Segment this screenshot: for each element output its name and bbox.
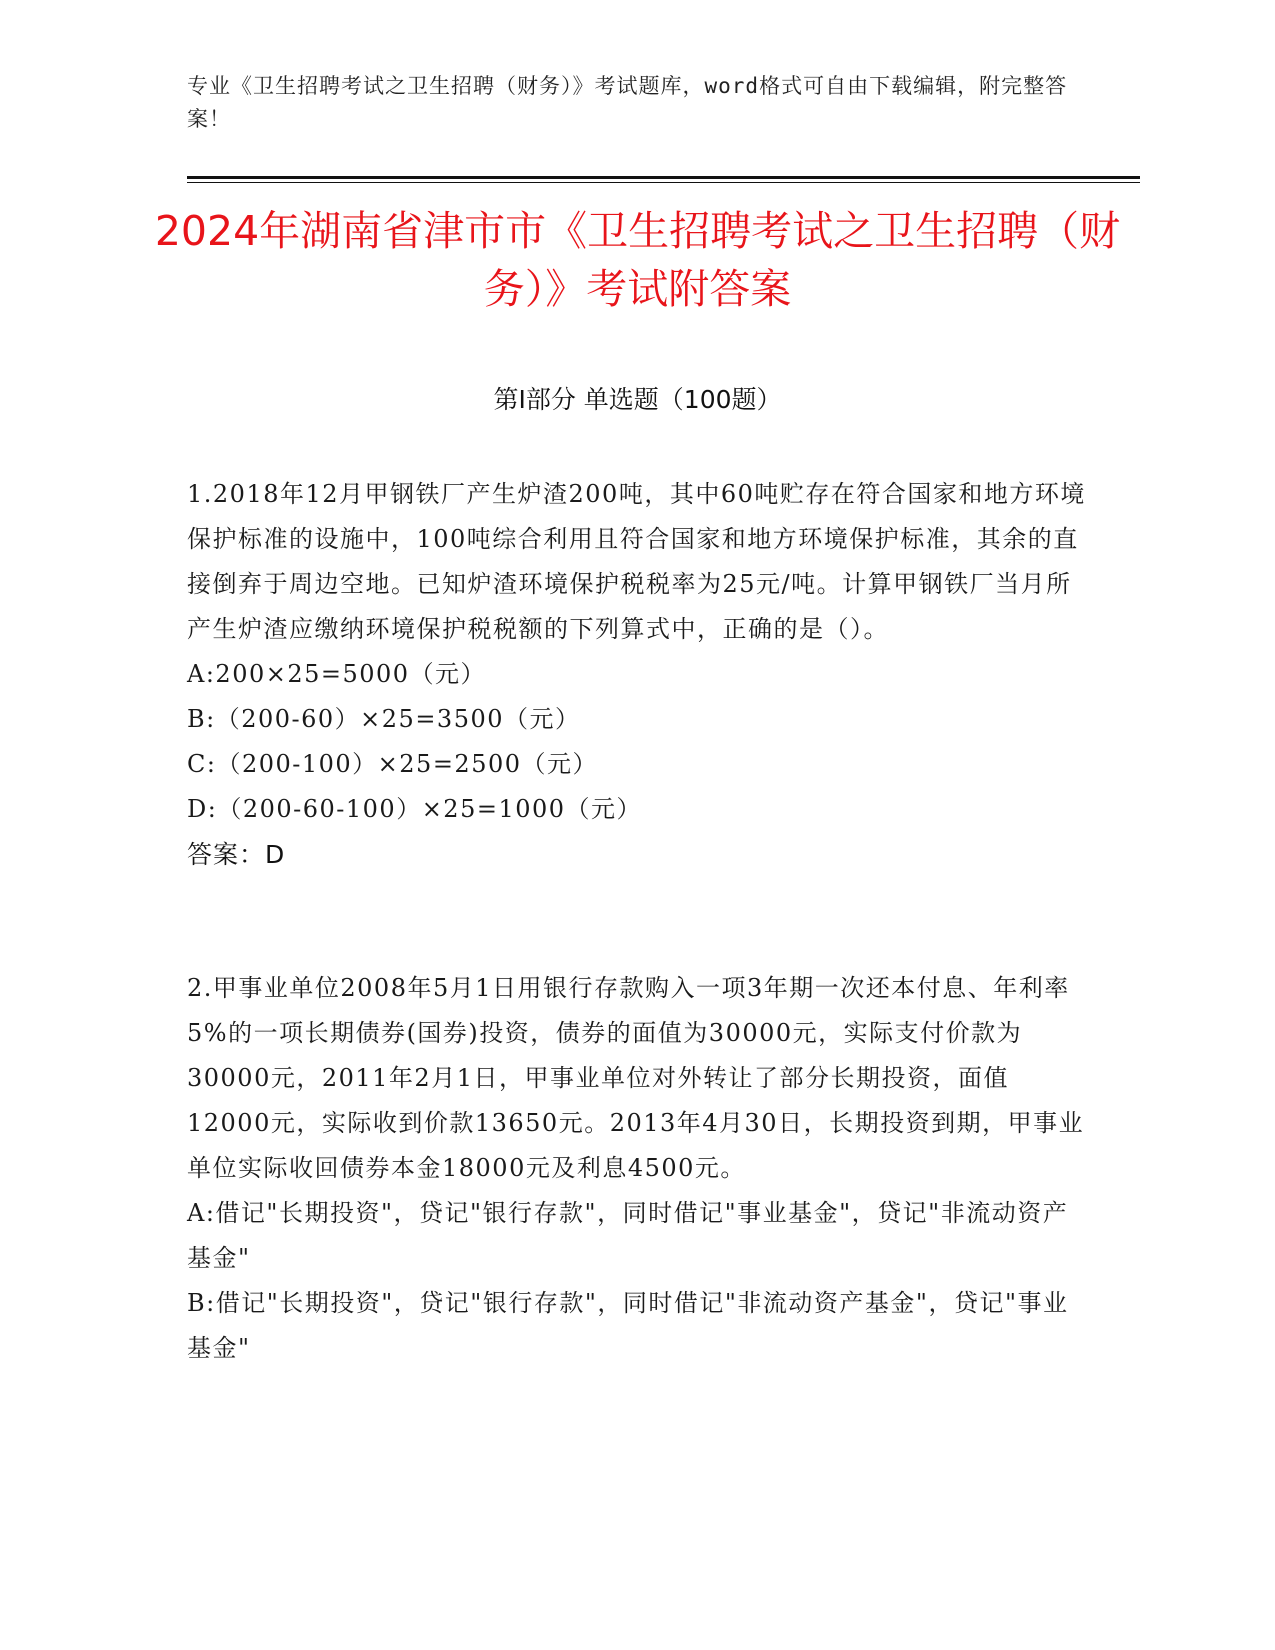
- section-title: 第I部分 单选题（100题）: [493, 385, 782, 414]
- option-a: A:200×25=5000（元）: [187, 660, 487, 688]
- header-divider-thick: [187, 176, 1140, 179]
- question-stem: 1.2018年12月甲钢铁厂产生炉渣200吨，其中60吨贮存在符合国家和地方环境保护标准的设施中，100吨综合利用且符合国家和地方环境保护标准，其余的直接倒弃于周边空地。已知炉渣环境保护税税率为25元/吨。计算甲钢铁厂当月所产生炉渣应缴纳环境保护税税额的下列算式中，正确的是（）。: [187, 480, 1086, 643]
- option-a: A:借记"长期投资"，贷记"银行存款"，同时借记"事业基金"，贷记"非流动资产基金": [187, 1199, 1069, 1272]
- document-title: 2024年湖南省津市市《卫生招聘考试之卫生招聘（财务）》考试附答案: [154, 207, 1121, 313]
- answer-text: 答案：D: [187, 840, 286, 869]
- header-note: 专业《卫生招聘考试之卫生招聘（财务）》考试题库，word格式可自由下载编辑，附完整答案！: [187, 74, 1068, 131]
- option-b: B:（200-60）×25=3500（元）: [187, 705, 581, 733]
- option-d: D:（200-60-100）×25=1000（元）: [187, 795, 643, 823]
- question-stem: 2.甲事业单位2008年5月1日用银行存款购入一项3年期一次还本付息、年利率5%的一项长期债券(国券)投资，债券的面值为30000元，实际支付价款为30000元，2011年2月1日，甲事业单位对外转让了部分长期投资，面值12000元，实际收到价款13650元。2013年4月30日，长期投资到期，甲事业单位实际收回债券本金18000元及利息4500元。: [187, 974, 1085, 1182]
- header-divider-thin: [187, 182, 1140, 183]
- option-c: C:（200-100）×25=2500（元）: [187, 750, 599, 778]
- option-b: B:借记"长期投资"，贷记"银行存款"，同时借记"非流动资产基金"，贷记"事业基金": [187, 1289, 1069, 1362]
- question-2: [187, 966, 1092, 1371]
- question-1: [187, 472, 1092, 877]
